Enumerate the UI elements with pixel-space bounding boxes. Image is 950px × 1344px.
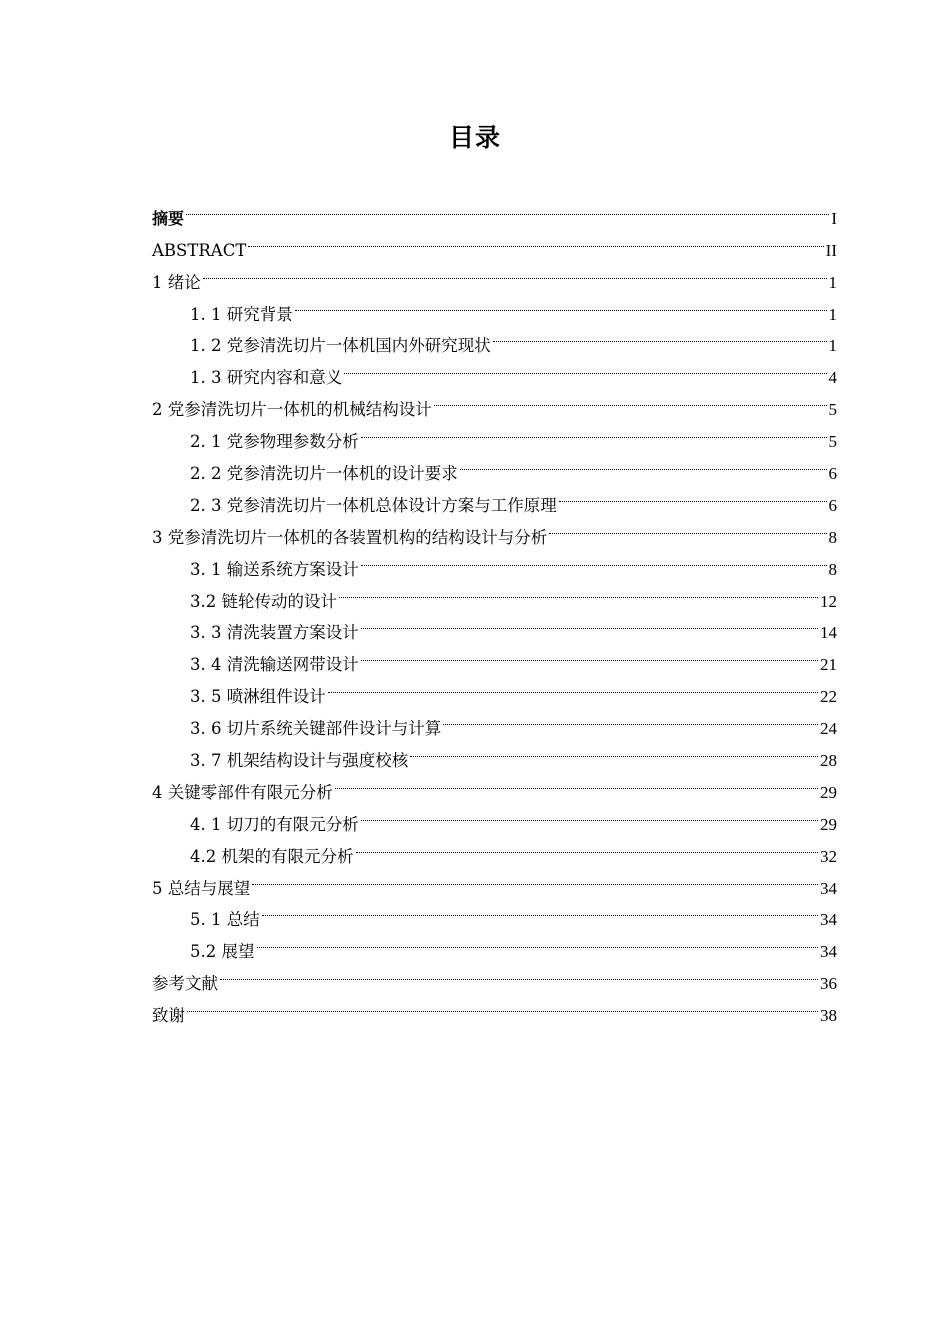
toc-title: 目录 bbox=[448, 123, 501, 152]
toc-dot-leader bbox=[248, 224, 823, 256]
toc-dot-leader bbox=[344, 351, 826, 383]
toc-entry-label: 2. 1 党参物理参数分析 bbox=[190, 432, 359, 452]
toc-entry[interactable] bbox=[152, 288, 837, 324]
toc-dot-leader bbox=[187, 989, 818, 1021]
toc-entry[interactable] bbox=[152, 224, 837, 260]
toc-entry-page-number: 34 bbox=[820, 878, 837, 898]
toc-dot-leader bbox=[361, 798, 818, 830]
toc-dot-leader bbox=[262, 894, 818, 926]
toc-entry-label: 4 关键零部件有限元分析 bbox=[152, 782, 333, 802]
toc-list bbox=[152, 192, 837, 1026]
toc-entry-page-number: 1 bbox=[828, 272, 837, 292]
toc-dot-leader bbox=[335, 766, 818, 798]
toc-entry-page-number: I bbox=[831, 208, 837, 228]
toc-dot-leader bbox=[186, 192, 829, 224]
toc-entry-label: 1. 1 研究背景 bbox=[190, 304, 293, 324]
toc-entry-label: 3. 7 机架结构设计与强度校核 bbox=[190, 751, 409, 771]
toc-entry-label: 5.2 展望 bbox=[190, 942, 255, 962]
toc-entry-page-number: 8 bbox=[828, 527, 837, 547]
toc-dot-leader bbox=[252, 862, 818, 894]
toc-entry[interactable] bbox=[152, 989, 837, 1026]
toc-dot-leader bbox=[361, 415, 827, 447]
toc-entry[interactable] bbox=[152, 862, 837, 898]
toc-entry-label: ABSTRACT bbox=[152, 240, 247, 260]
toc-entry-page-number: II bbox=[825, 240, 837, 260]
toc-entry-label: 5 总结与展望 bbox=[152, 878, 251, 898]
toc-entry-label: 2 党参清洗切片一体机的机械结构设计 bbox=[152, 400, 432, 420]
toc-dot-leader bbox=[339, 575, 818, 607]
toc-entry-label: 3. 6 切片系统关键部件设计与计算 bbox=[190, 719, 442, 739]
toc-entry-page-number: 34 bbox=[820, 942, 837, 962]
toc-entry-label: 3.2 链轮传动的设计 bbox=[190, 591, 337, 611]
toc-dot-leader bbox=[295, 288, 827, 320]
toc-entry-label: 3. 4 清洗输送网带设计 bbox=[190, 655, 359, 675]
toc-entry-page-number: 38 bbox=[820, 1006, 837, 1026]
toc-entry-label: 参考文献 bbox=[152, 974, 218, 994]
toc-entry-page-number: 5 bbox=[828, 400, 837, 420]
toc-entry-page-number: 24 bbox=[820, 719, 837, 739]
toc-entry-label: 1 绪论 bbox=[152, 272, 201, 292]
toc-entry-page-number: 4 bbox=[828, 368, 837, 388]
toc-entry-page-number: 29 bbox=[820, 782, 837, 802]
toc-dot-leader bbox=[549, 511, 826, 543]
toc-entry-label: 3. 3 清洗装置方案设计 bbox=[190, 623, 359, 643]
toc-entry-page-number: 12 bbox=[820, 591, 837, 611]
toc-dot-leader bbox=[410, 734, 818, 766]
toc-dot-leader bbox=[356, 830, 819, 862]
toc-entry-label: 2. 3 党参清洗切片一体机总体设计方案与工作原理 bbox=[190, 495, 557, 515]
toc-entry-label: 3. 1 输送系统方案设计 bbox=[190, 559, 359, 579]
toc-dot-leader bbox=[361, 638, 818, 670]
toc-dot-leader bbox=[443, 702, 818, 734]
toc-entry-page-number: 28 bbox=[820, 751, 837, 771]
toc-entry-page-number: 1 bbox=[828, 336, 837, 356]
toc-entry-page-number: 36 bbox=[820, 974, 837, 994]
toc-entry-label: 2. 2 党参清洗切片一体机的设计要求 bbox=[190, 464, 458, 484]
toc-dot-leader bbox=[559, 479, 827, 511]
toc-dot-leader bbox=[361, 543, 827, 575]
toc-dot-leader bbox=[493, 320, 827, 352]
toc-entry-page-number: 34 bbox=[820, 910, 837, 930]
toc-entry-page-number: 8 bbox=[828, 559, 837, 579]
toc-entry-label: 4.2 机架的有限元分析 bbox=[190, 846, 354, 866]
toc-entry-page-number: 5 bbox=[828, 432, 837, 452]
toc-entry-page-number: 21 bbox=[820, 655, 837, 675]
toc-dot-leader bbox=[434, 383, 827, 415]
toc-dot-leader bbox=[257, 925, 819, 957]
toc-entry-label: 5. 1 总结 bbox=[190, 910, 260, 930]
toc-entry-page-number: 1 bbox=[828, 304, 837, 324]
toc-entry[interactable] bbox=[152, 894, 837, 930]
toc-entry-page-number: 32 bbox=[820, 846, 837, 866]
toc-dot-leader bbox=[361, 607, 818, 639]
toc-dot-leader bbox=[460, 447, 827, 479]
toc-entry-page-number: 6 bbox=[828, 464, 837, 484]
toc-entry-label: 1. 2 党参清洗切片一体机国内外研究现状 bbox=[190, 336, 491, 356]
toc-entry-page-number: 14 bbox=[820, 623, 837, 643]
toc-entry-page-number: 6 bbox=[828, 495, 837, 515]
toc-entry-label: 4. 1 切刀的有限元分析 bbox=[190, 814, 359, 834]
toc-entry[interactable] bbox=[152, 256, 837, 292]
toc-entry-label: 3. 5 喷淋组件设计 bbox=[190, 687, 326, 707]
toc-entry-label: 1. 3 研究内容和意义 bbox=[190, 368, 343, 388]
toc-dot-leader bbox=[203, 256, 827, 288]
toc-entry[interactable] bbox=[152, 192, 837, 228]
toc-dot-leader bbox=[220, 957, 818, 989]
toc-entry-label: 致谢 bbox=[152, 1006, 185, 1026]
toc-entry-label: 3 党参清洗切片一体机的各装置机构的结构设计与分析 bbox=[152, 527, 548, 547]
toc-entry-label: 摘要 bbox=[152, 208, 185, 228]
toc-entry-page-number: 22 bbox=[820, 687, 837, 707]
toc-entry[interactable] bbox=[152, 957, 837, 994]
toc-dot-leader bbox=[328, 670, 818, 702]
toc-entry-page-number: 29 bbox=[820, 814, 837, 834]
